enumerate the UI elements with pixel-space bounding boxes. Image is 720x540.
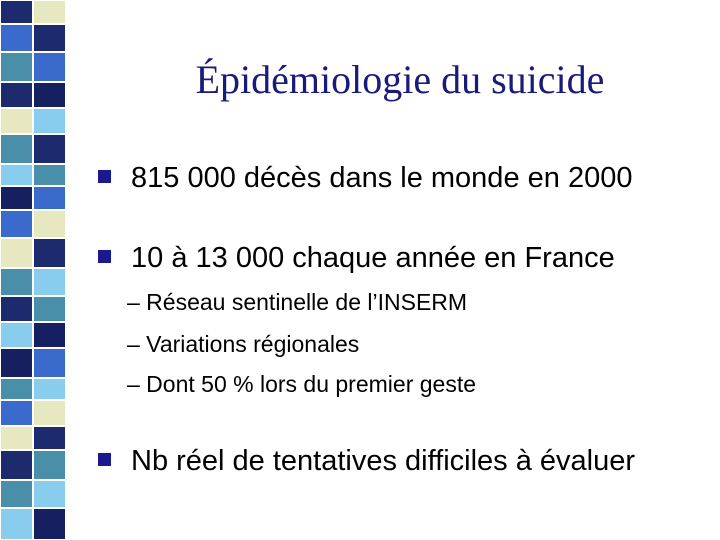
sub-bullet-item: – Dont 50 % lors du premier geste (127, 371, 477, 397)
bullet-item (98, 445, 635, 478)
square-bullet-icon (98, 250, 111, 263)
square-bullet-icon (98, 170, 111, 183)
bullet-item (98, 162, 632, 195)
square-bullet-icon (98, 453, 111, 466)
sub-bullet-item: – Variations régionales (127, 331, 360, 357)
bullet-item (98, 242, 615, 275)
slide-title: Épidémiologie du suicide (195, 57, 605, 102)
bullet-text: 10 à 13 000 chaque année en France (131, 242, 615, 274)
bullet-text: Nb réel de tentatives difficiles à évaluer (131, 445, 636, 477)
sub-bullet-item: – Réseau sentinelle de l’INSERM (127, 289, 468, 315)
decorative-stripe (0, 0, 66, 540)
bullet-text: 815 000 décès dans le monde en 2000 (131, 162, 633, 194)
